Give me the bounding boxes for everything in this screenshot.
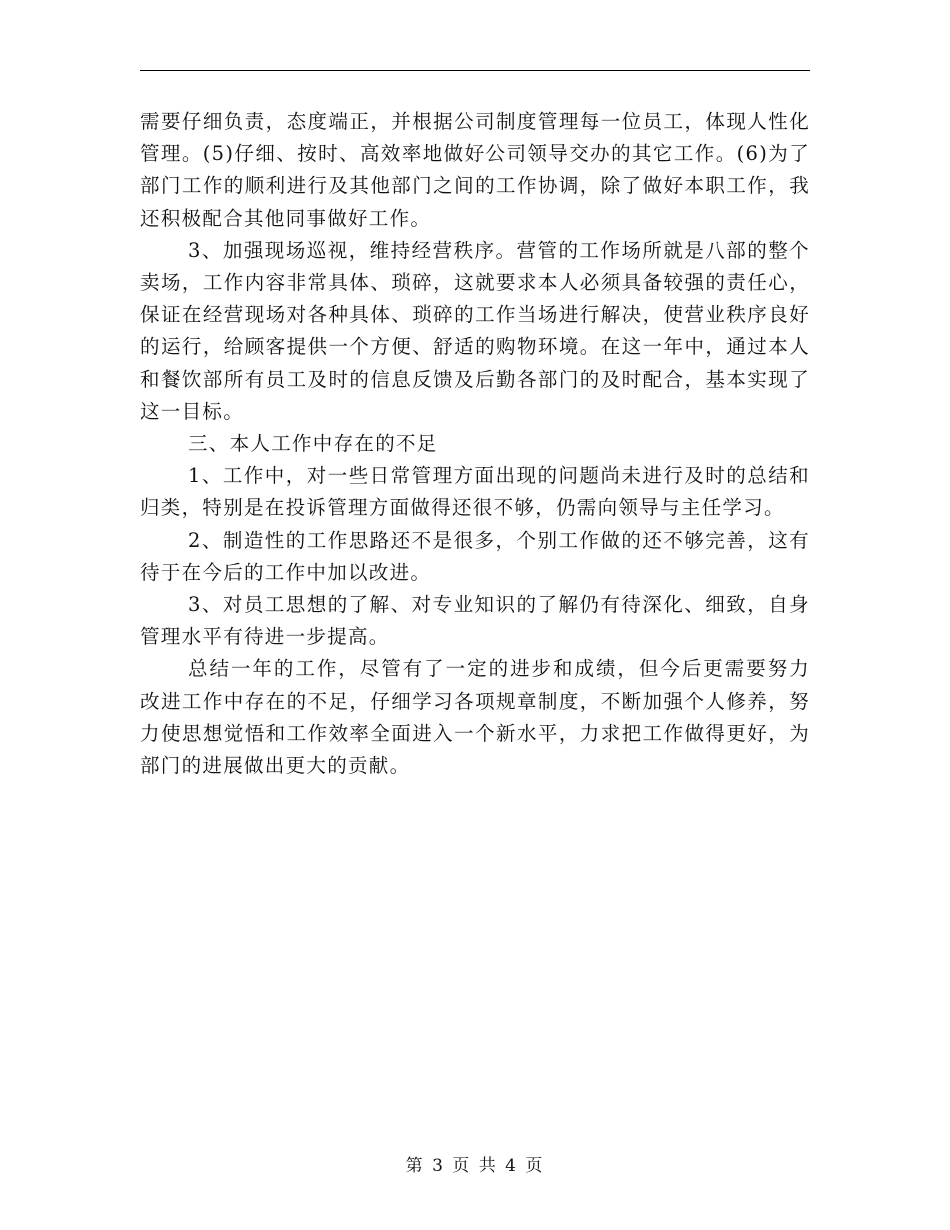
paragraph-continued: 需要仔细负责，态度端正，并根据公司制度管理每一位员工，体现人性化管理。(5)仔细、按时、高效率地做好公司领导交办的其它工作。(6)为了部门工作的顺利进行及其他部门之间的工作协调，除了做好本职工作，我还积极配合其他同事做好工作。 [140, 110, 810, 230]
page-number-footer: 第 3 页 共 4 页 [405, 1156, 545, 1176]
header-rule [140, 70, 810, 71]
section-heading-shortcomings: 三、本人工作中存在的不足 [188, 432, 438, 456]
paragraph-shortcoming-3: 3、对员工思想的了解、对专业知识的了解仍有待深化、细致，自身管理水平有待进一步提高。 [140, 593, 810, 649]
paragraph-shortcoming-2: 2、制造性的工作思路还不是很多，个别工作做的还不够完善，这有待于在今后的工作中加以改进。 [140, 528, 810, 584]
paragraph-site-inspection: 3、加强现场巡视，维持经营秩序。营管的工作场所就是八部的整个卖场，工作内容非常具体、琐碎，这就要求本人必须具备较强的责任心，保证在经营现场对各种具体、琐碎的工作当场进行解决，使营业秩序良好的运行，给顾客提供一个方便、舒适的购物环境。在这一年中，通过本人和餐饮部所有员工及时的信息反馈及后勤各部门的及时配合，基本实现了这一目标。 [140, 238, 810, 423]
paragraph-shortcoming-1: 1、工作中，对一些日常管理方面出现的问题尚未进行及时的总结和归类，特别是在投诉管理方面做得还很不够，仍需向领导与主任学习。 [140, 464, 810, 520]
paragraph-conclusion: 总结一年的工作，尽管有了一定的进步和成绩，但今后更需要努力改进工作中存在的不足，仔细学习各项规章制度，不断加强个人修养，努力使思想觉悟和工作效率全面进入一个新水平，力求把工作做得更好，为部门的进展做出更大的贡献。 [140, 657, 810, 778]
document-body [140, 106, 810, 782]
